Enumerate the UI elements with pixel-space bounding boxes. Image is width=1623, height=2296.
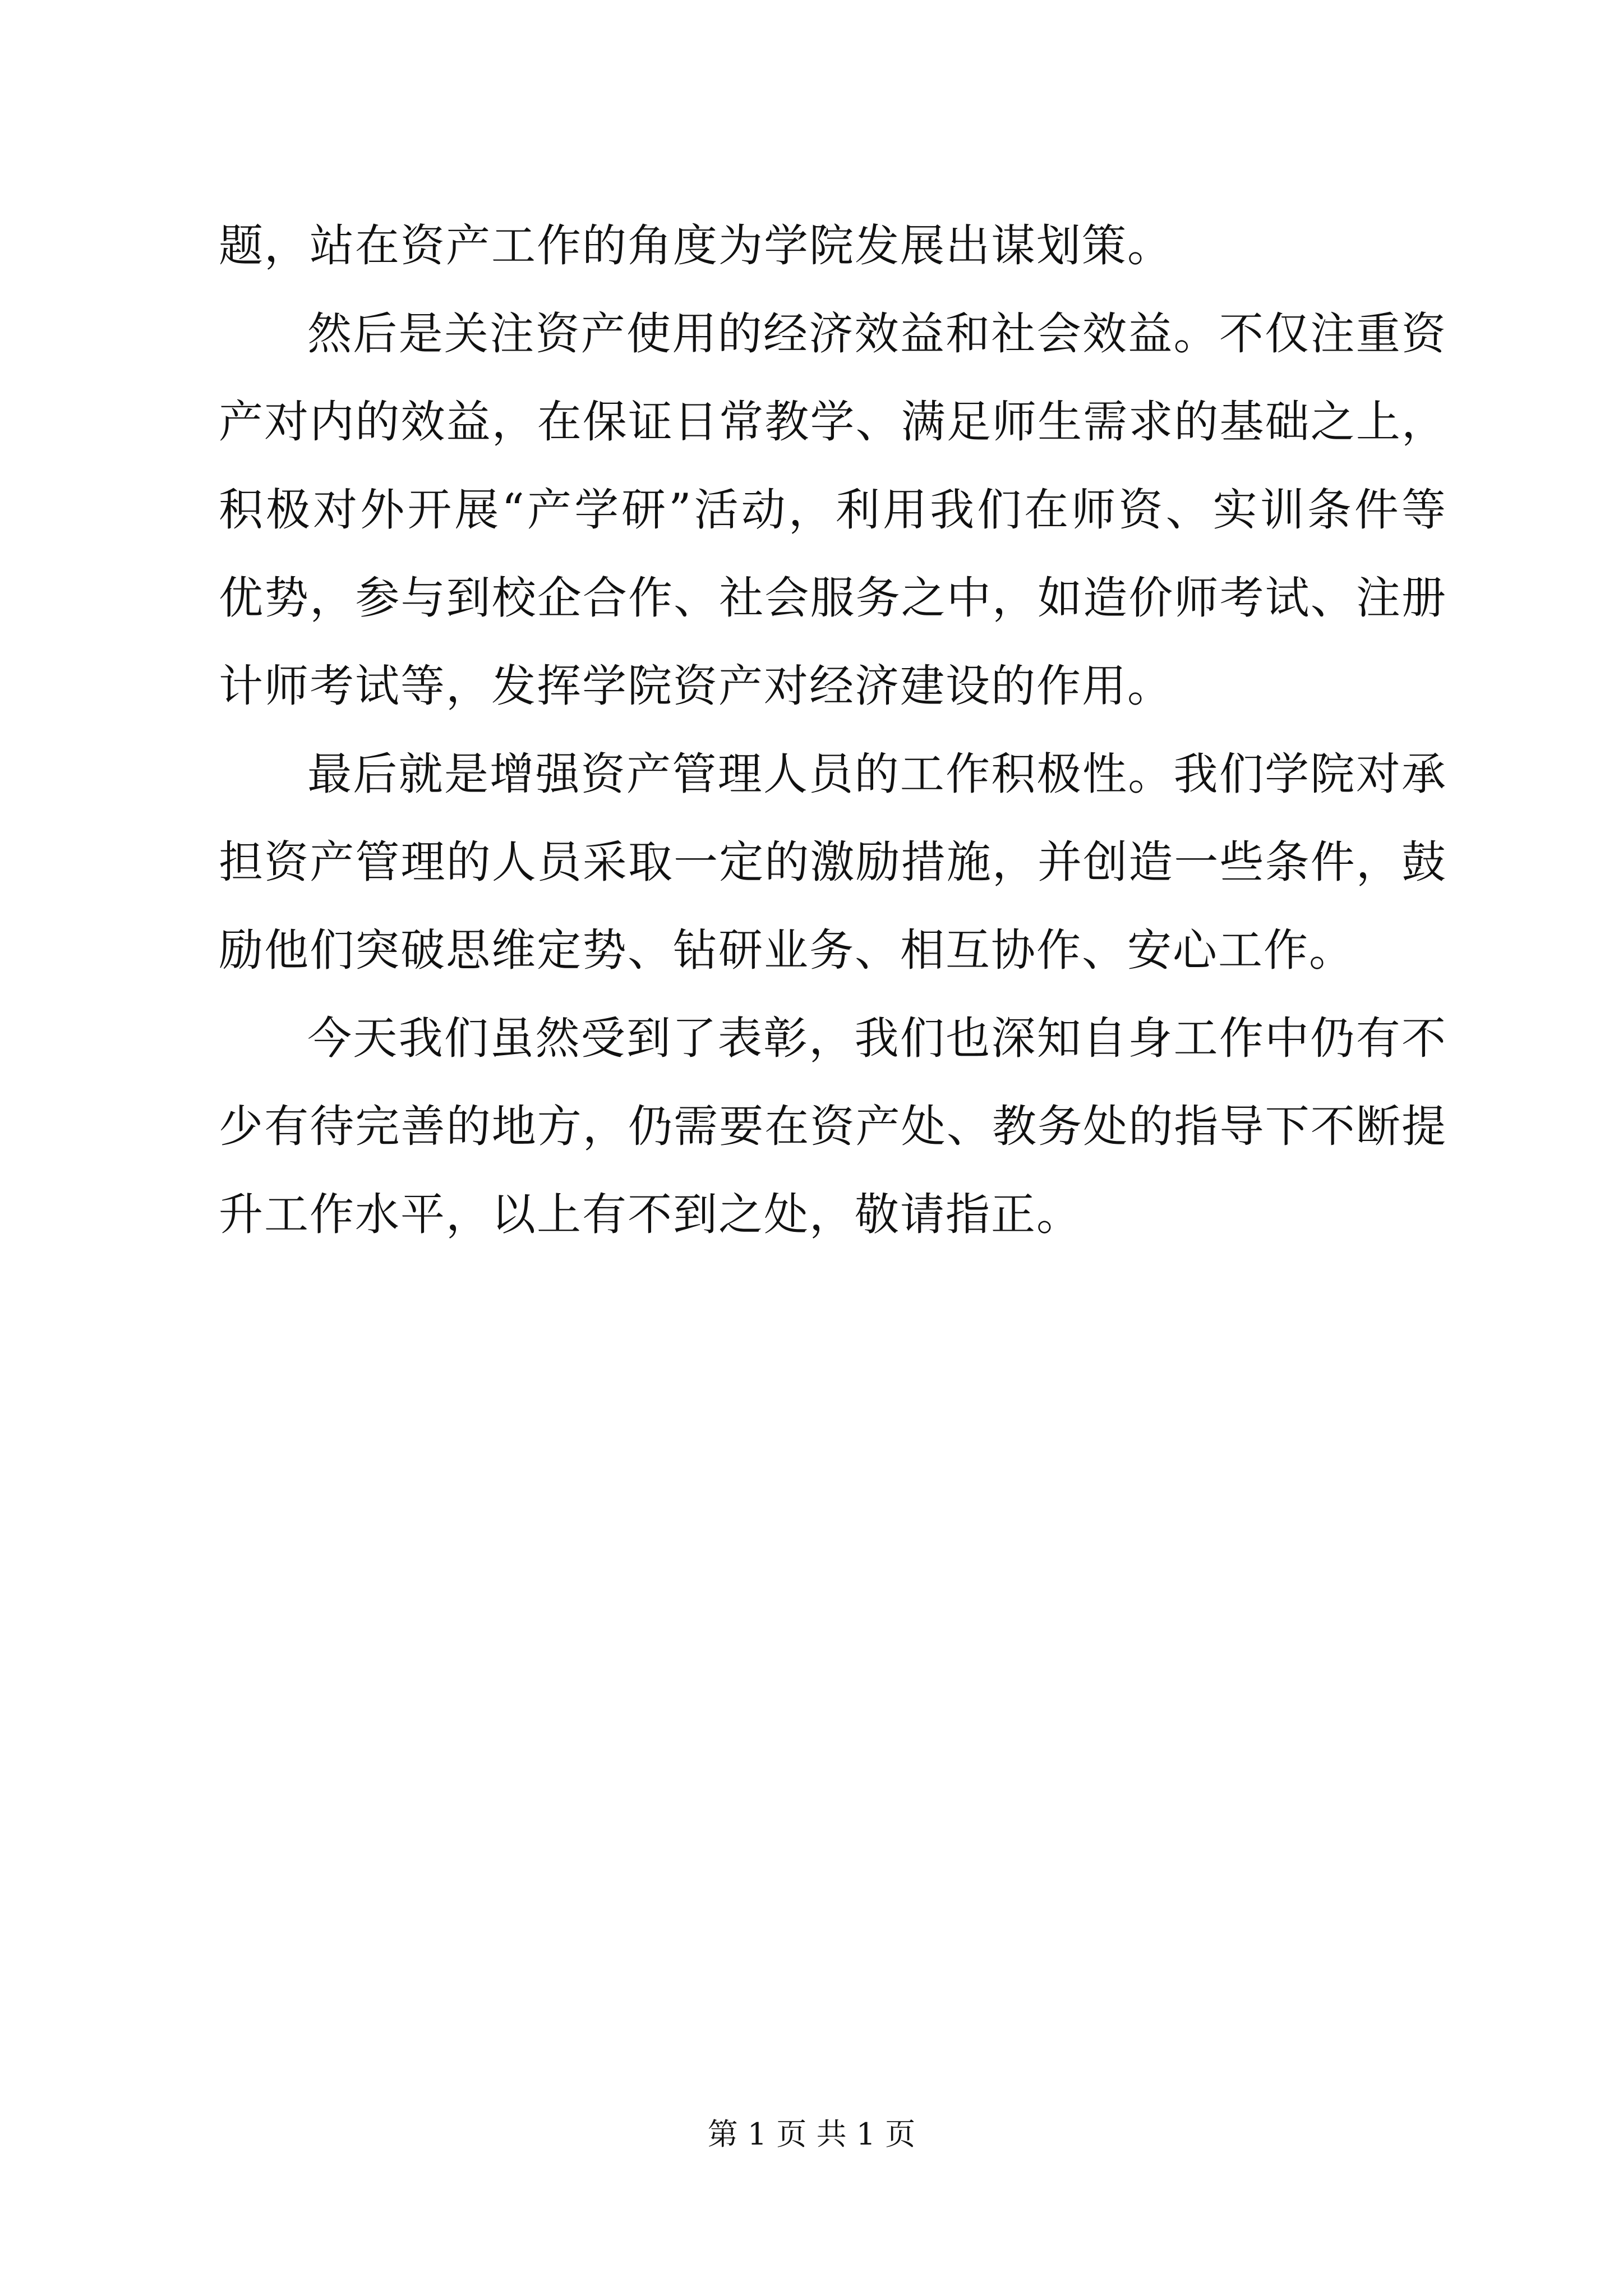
paragraph-continuation: 题，站在资产工作的角度为学院发展出谋划策。 [219,220,1173,272]
paragraph-closing: 今天我们虽然受到了表彰，我们也深知自身工作中仍有不少有待完善的地方，仍需要在资产处、教务处的指导下不断提升工作水平，以上有不到之处，敬请指正。 [219,1013,1447,1240]
document-body [219,202,1447,1259]
page-footer: 第 1 页 共 1 页 [707,2116,916,2152]
paragraph-economic-benefits: 然后是关注资产使用的经济效益和社会效益。不仅注重资产对内的效益，在保证日常教学、满足师生需求的基础之上，积极对外开展“产学研”活动，利用我们在师资、实训条件等优势，参与到校企合作、社会服务之中，如造价师考试、注册计师考试等，发挥学院资产对经济建设的作用。 [219,308,1447,712]
paragraph-staff-motivation: 最后就是增强资产管理人员的工作积极性。我们学院对承担资产管理的人员采取一定的激励措施，并创造一些条件，鼓励他们突破思维定势、钻研业务、相互协作、安心工作。 [219,748,1447,976]
